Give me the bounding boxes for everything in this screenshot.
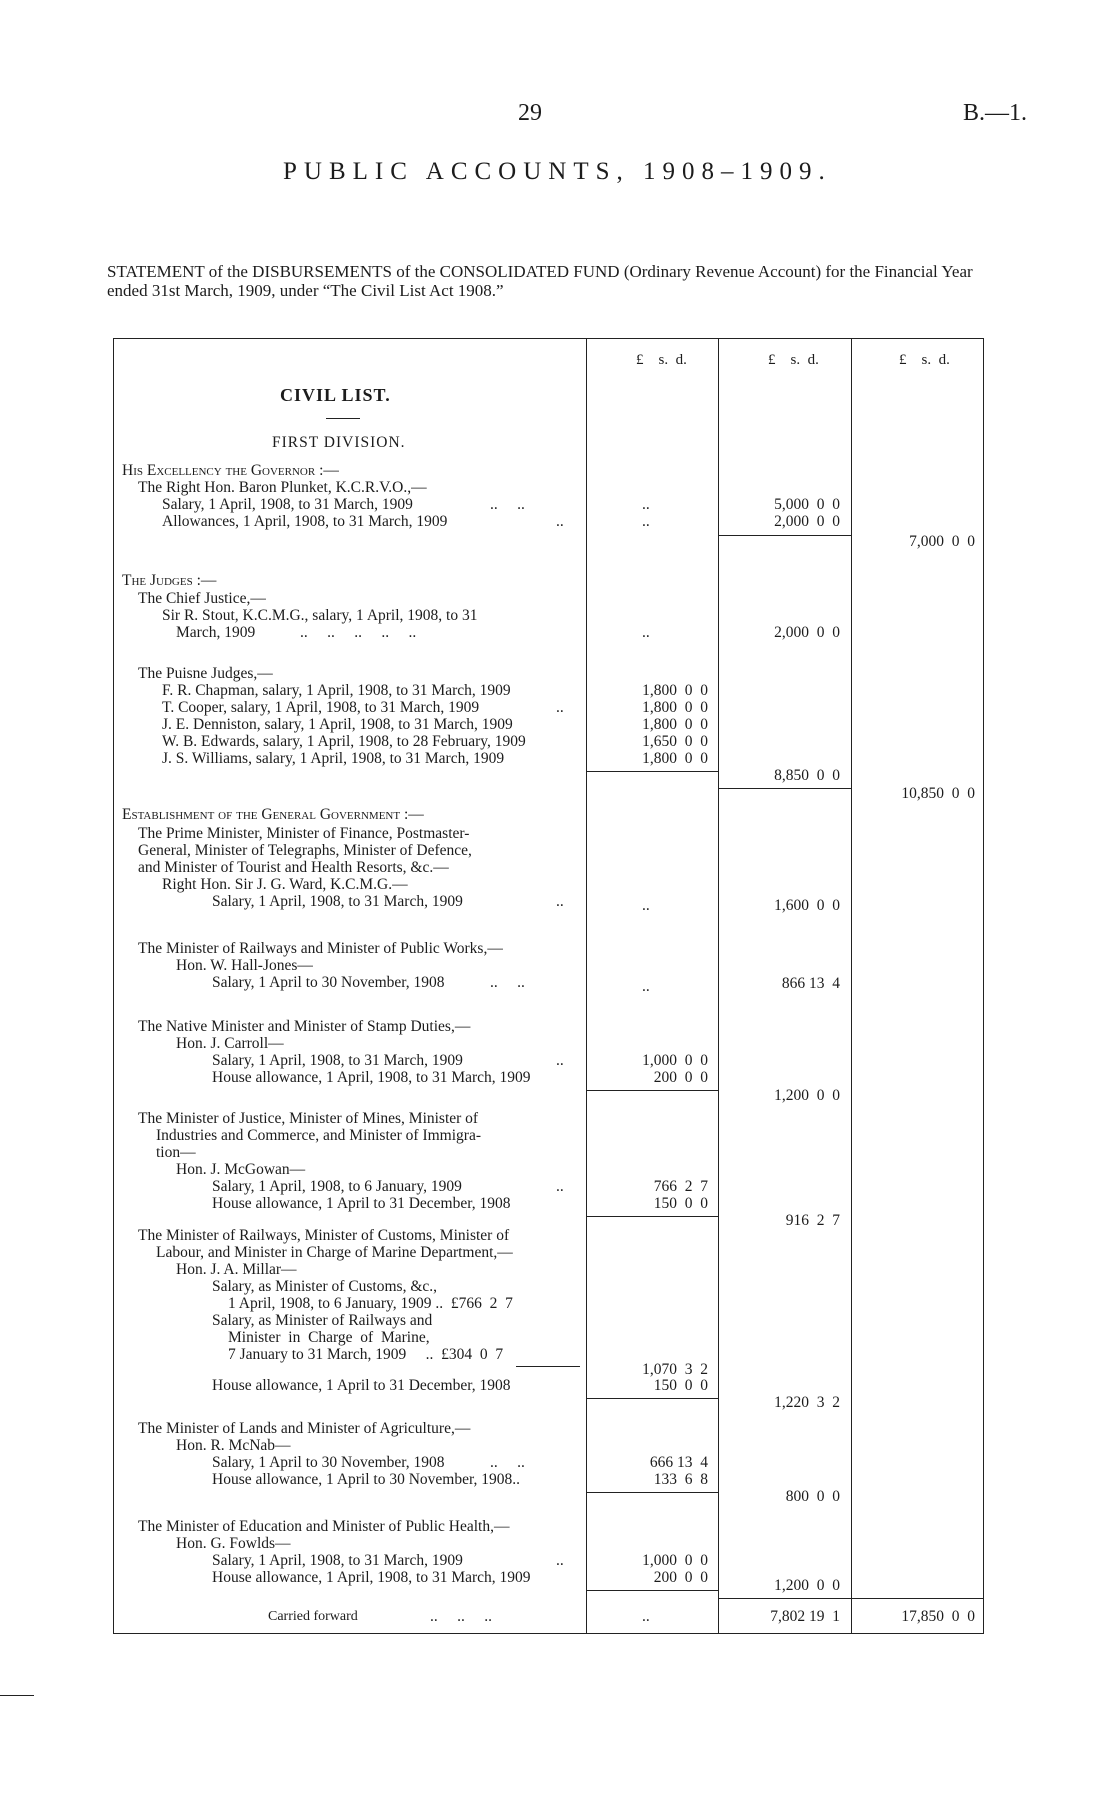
subtotal-rule — [586, 1216, 718, 1217]
puisne-amount: 1,800 0 0 — [642, 682, 708, 699]
customs-total: 1,220 3 2 — [774, 1394, 840, 1411]
puisne-amount: 1,800 0 0 — [642, 750, 708, 767]
customs-line: 1 April, 1908, to 6 January, 1909 .. £766 2 7 — [228, 1295, 513, 1312]
education-allowance-text: House allowance, 1 April, 1908, to 31 March, 1909 — [212, 1569, 531, 1586]
education-line: The Minister of Education and Minister of Public Health,— — [138, 1518, 510, 1535]
education-salary-amount: 1,000 0 0 — [642, 1552, 708, 1569]
column-header-2: £ s. d. — [768, 352, 819, 368]
chief-justice-heading: The Chief Justice,— — [138, 590, 266, 607]
puisne-row: T. Cooper, salary, 1 April, 1908, to 31 March, 1909 — [162, 699, 480, 716]
native-salary-amount: 1,000 0 0 — [642, 1052, 708, 1069]
lands-line: Hon. R. McNab— — [176, 1437, 291, 1454]
column-header-1: £ s. d. — [636, 352, 687, 368]
customs-line: Hon. J. A. Millar— — [176, 1261, 297, 1278]
justice-salary-text: Salary, 1 April, 1908, to 6 January, 1909 — [212, 1178, 462, 1195]
first-division-heading: FIRST DIVISION. — [272, 434, 406, 451]
justice-line: Hon. J. McGowan— — [176, 1161, 306, 1178]
customs-line: 7 January to 31 March, 1909 .. £304 0 7 — [228, 1346, 504, 1363]
column-divider-2 — [718, 338, 719, 1634]
leader-dots: .. — [642, 897, 650, 914]
leader-dots: .. — [556, 1552, 564, 1569]
education-salary-text: Salary, 1 April, 1908, to 31 March, 1909 — [212, 1552, 463, 1569]
subtotal-rule — [586, 1492, 718, 1493]
establishment-heading: Establishment of the General Government :— — [122, 806, 424, 823]
statement-heading — [107, 262, 987, 300]
leader-dots: .. — [556, 513, 564, 530]
subtotal-rule — [718, 788, 851, 789]
subtotal-rule — [586, 1590, 718, 1591]
rw-amount: 866 13 4 — [781, 975, 840, 992]
puisne-amount: 1,800 0 0 — [642, 699, 708, 716]
native-line: The Native Minister and Minister of Stamp Duties,— — [138, 1018, 471, 1035]
native-line: Hon. J. Carroll— — [176, 1035, 284, 1052]
pm-line: and Minister of Tourist and Health Resorts, &c.— — [138, 859, 449, 876]
page-title: PUBLIC ACCOUNTS, 1908–1909. — [283, 158, 832, 185]
lands-line: The Minister of Lands and Minister of Agriculture,— — [138, 1420, 471, 1437]
justice-allowance-text: House allowance, 1 April to 31 December, 1908 — [212, 1195, 511, 1212]
lands-allowance-amount: 133 6 8 — [653, 1471, 708, 1488]
leader-dots: .. — [556, 699, 564, 716]
leader-dots: .. — [642, 513, 650, 530]
civil-list-heading: CIVIL LIST. — [280, 385, 391, 405]
puisne-row: W. B. Edwards, salary, 1 April, 1908, to 28 February, 1909 — [162, 733, 526, 750]
subtotal-rule — [586, 771, 718, 772]
leader-dots: .. — [642, 1608, 650, 1625]
customs-allowance-text: House allowance, 1 April to 31 December, 1908 — [212, 1377, 511, 1394]
governor-name: The Right Hon. Baron Plunket, K.C.R.V.O.,— — [138, 479, 427, 496]
document-code: B.—1. — [963, 100, 1028, 126]
education-line: Hon. G. Fowlds— — [176, 1535, 291, 1552]
leader-dots: .. .. .. .. .. — [300, 624, 417, 641]
puisne-amount: 1,800 0 0 — [642, 716, 708, 733]
lands-total: 800 0 0 — [785, 1488, 840, 1505]
pm-salary-text: Salary, 1 April, 1908, to 31 March, 1909 — [212, 893, 463, 910]
education-allowance-amount: 200 0 0 — [653, 1569, 708, 1586]
column-header-3: £ s. d. — [899, 352, 950, 368]
pm-line: The Prime Minister, Minister of Finance, Postmaster- — [138, 825, 470, 842]
pm-line: Right Hon. Sir J. G. Ward, K.C.M.G.— — [162, 876, 408, 893]
rw-salary-text: Salary, 1 April to 30 November, 1908 — [212, 974, 445, 991]
leader-dots: .. — [642, 624, 650, 641]
judges-heading: The Judges :— — [122, 572, 217, 589]
leader-dots: .. — [642, 978, 650, 995]
lands-salary-text: Salary, 1 April to 30 November, 1908 — [212, 1454, 445, 1471]
pm-amount: 1,600 0 0 — [774, 897, 840, 914]
table-bottom-rule — [113, 1633, 983, 1634]
carried-rule — [718, 1598, 983, 1599]
column-divider-3 — [851, 338, 852, 1634]
heading-rule — [326, 418, 360, 419]
justice-salary-amount: 766 2 7 — [653, 1178, 708, 1195]
stout-line-1: Sir R. Stout, K.C.M.G., salary, 1 April, 1908, to 31 — [162, 607, 478, 624]
leader-dots: .. .. — [490, 974, 525, 991]
governor-heading: His Excellency the Governor :— — [122, 462, 339, 479]
stout-line-2: March, 1909 — [176, 624, 256, 641]
justice-line: Industries and Commerce, and Minister of Immigra- — [156, 1127, 481, 1144]
leader-dots: .. .. — [490, 1454, 525, 1471]
puisne-heading: The Puisne Judges,— — [138, 665, 273, 682]
justice-line: The Minister of Justice, Minister of Mines, Minister of — [138, 1110, 479, 1127]
customs-line: Labour, and Minister in Charge of Marine Department,— — [156, 1244, 513, 1261]
margin-mark — [0, 1695, 34, 1696]
education-total: 1,200 0 0 — [774, 1577, 840, 1594]
lands-salary-amount: 666 13 4 — [649, 1454, 708, 1471]
leader-dots: .. — [556, 1052, 564, 1069]
lands-allowance-text: House allowance, 1 April to 30 November, 1908.. — [212, 1471, 521, 1488]
leader-dots: .. — [642, 496, 650, 513]
rw-line: Hon. W. Hall-Jones— — [176, 957, 313, 974]
subtotal-rule — [516, 1366, 580, 1367]
native-salary-text: Salary, 1 April, 1908, to 31 March, 1909 — [212, 1052, 463, 1069]
puisne-amount: 1,650 0 0 — [642, 733, 708, 750]
leader-dots: .. .. — [490, 496, 525, 513]
subtotal-rule — [718, 535, 851, 536]
table-right-border — [983, 338, 984, 1634]
native-allowance-text: House allowance, 1 April, 1908, to 31 March, 1909 — [212, 1069, 531, 1086]
native-total: 1,200 0 0 — [774, 1087, 840, 1104]
customs-subtotal: 1,070 3 2 — [642, 1361, 708, 1378]
customs-allowance-amount: 150 0 0 — [653, 1377, 708, 1394]
pm-line: General, Minister of Telegraphs, Minister of Defence, — [138, 842, 472, 859]
governor-total: 7,000 0 0 — [909, 533, 975, 550]
stout-amount: 2,000 0 0 — [774, 624, 840, 641]
customs-line: Minister in Charge of Marine, — [228, 1329, 430, 1346]
puisne-row: J. S. Williams, salary, 1 April, 1908, to 31 March, 1909 — [162, 750, 505, 767]
statement-text: STATEMENT of the DISBURSEMENTS of the CONSOLIDATED FUND (Ordinary Revenue Account) for the Financial Year ended 31st March, 1909, under “The Civil List Act 1908.” — [107, 262, 973, 300]
puisne-row: F. R. Chapman, salary, 1 April, 1908, to 31 March, 1909 — [162, 682, 511, 699]
subtotal-rule — [586, 1090, 718, 1091]
rw-line: The Minister of Railways and Minister of Public Works,— — [138, 940, 503, 957]
carried-forward-label: Carried forward — [268, 1609, 358, 1624]
carried-forward-col2: 7,802 19 1 — [770, 1608, 840, 1625]
leader-dots: .. .. .. — [430, 1608, 492, 1625]
customs-line: Salary, as Minister of Railways and — [212, 1312, 433, 1329]
puisne-row: J. E. Denniston, salary, 1 April, 1908, to 31 March, 1909 — [162, 716, 513, 733]
governor-allowances-amount: 2,000 0 0 — [774, 513, 840, 530]
governor-allowances-text: Allowances, 1 April, 1908, to 31 March, 1909 — [162, 513, 448, 530]
column-divider-1 — [586, 338, 587, 1634]
justice-allowance-amount: 150 0 0 — [653, 1195, 708, 1212]
governor-salary-amount: 5,000 0 0 — [774, 496, 840, 513]
customs-line: The Minister of Railways, Minister of Customs, Minister of — [138, 1227, 510, 1244]
subtotal-rule — [586, 1398, 718, 1399]
carried-forward-col3: 17,850 0 0 — [901, 1608, 975, 1625]
judges-total: 10,850 0 0 — [901, 785, 975, 802]
page-number: 29 — [518, 100, 542, 126]
native-allowance-amount: 200 0 0 — [653, 1069, 708, 1086]
puisne-total: 8,850 0 0 — [774, 767, 840, 784]
justice-total: 916 2 7 — [785, 1212, 840, 1229]
table-top-rule — [113, 338, 983, 339]
customs-line: Salary, as Minister of Customs, &c., — [212, 1278, 438, 1295]
table-left-border — [113, 338, 114, 1634]
leader-dots: .. — [556, 893, 564, 910]
justice-line: tion— — [156, 1144, 196, 1161]
leader-dots: .. — [556, 1178, 564, 1195]
governor-salary-text: Salary, 1 April, 1908, to 31 March, 1909 — [162, 496, 413, 513]
